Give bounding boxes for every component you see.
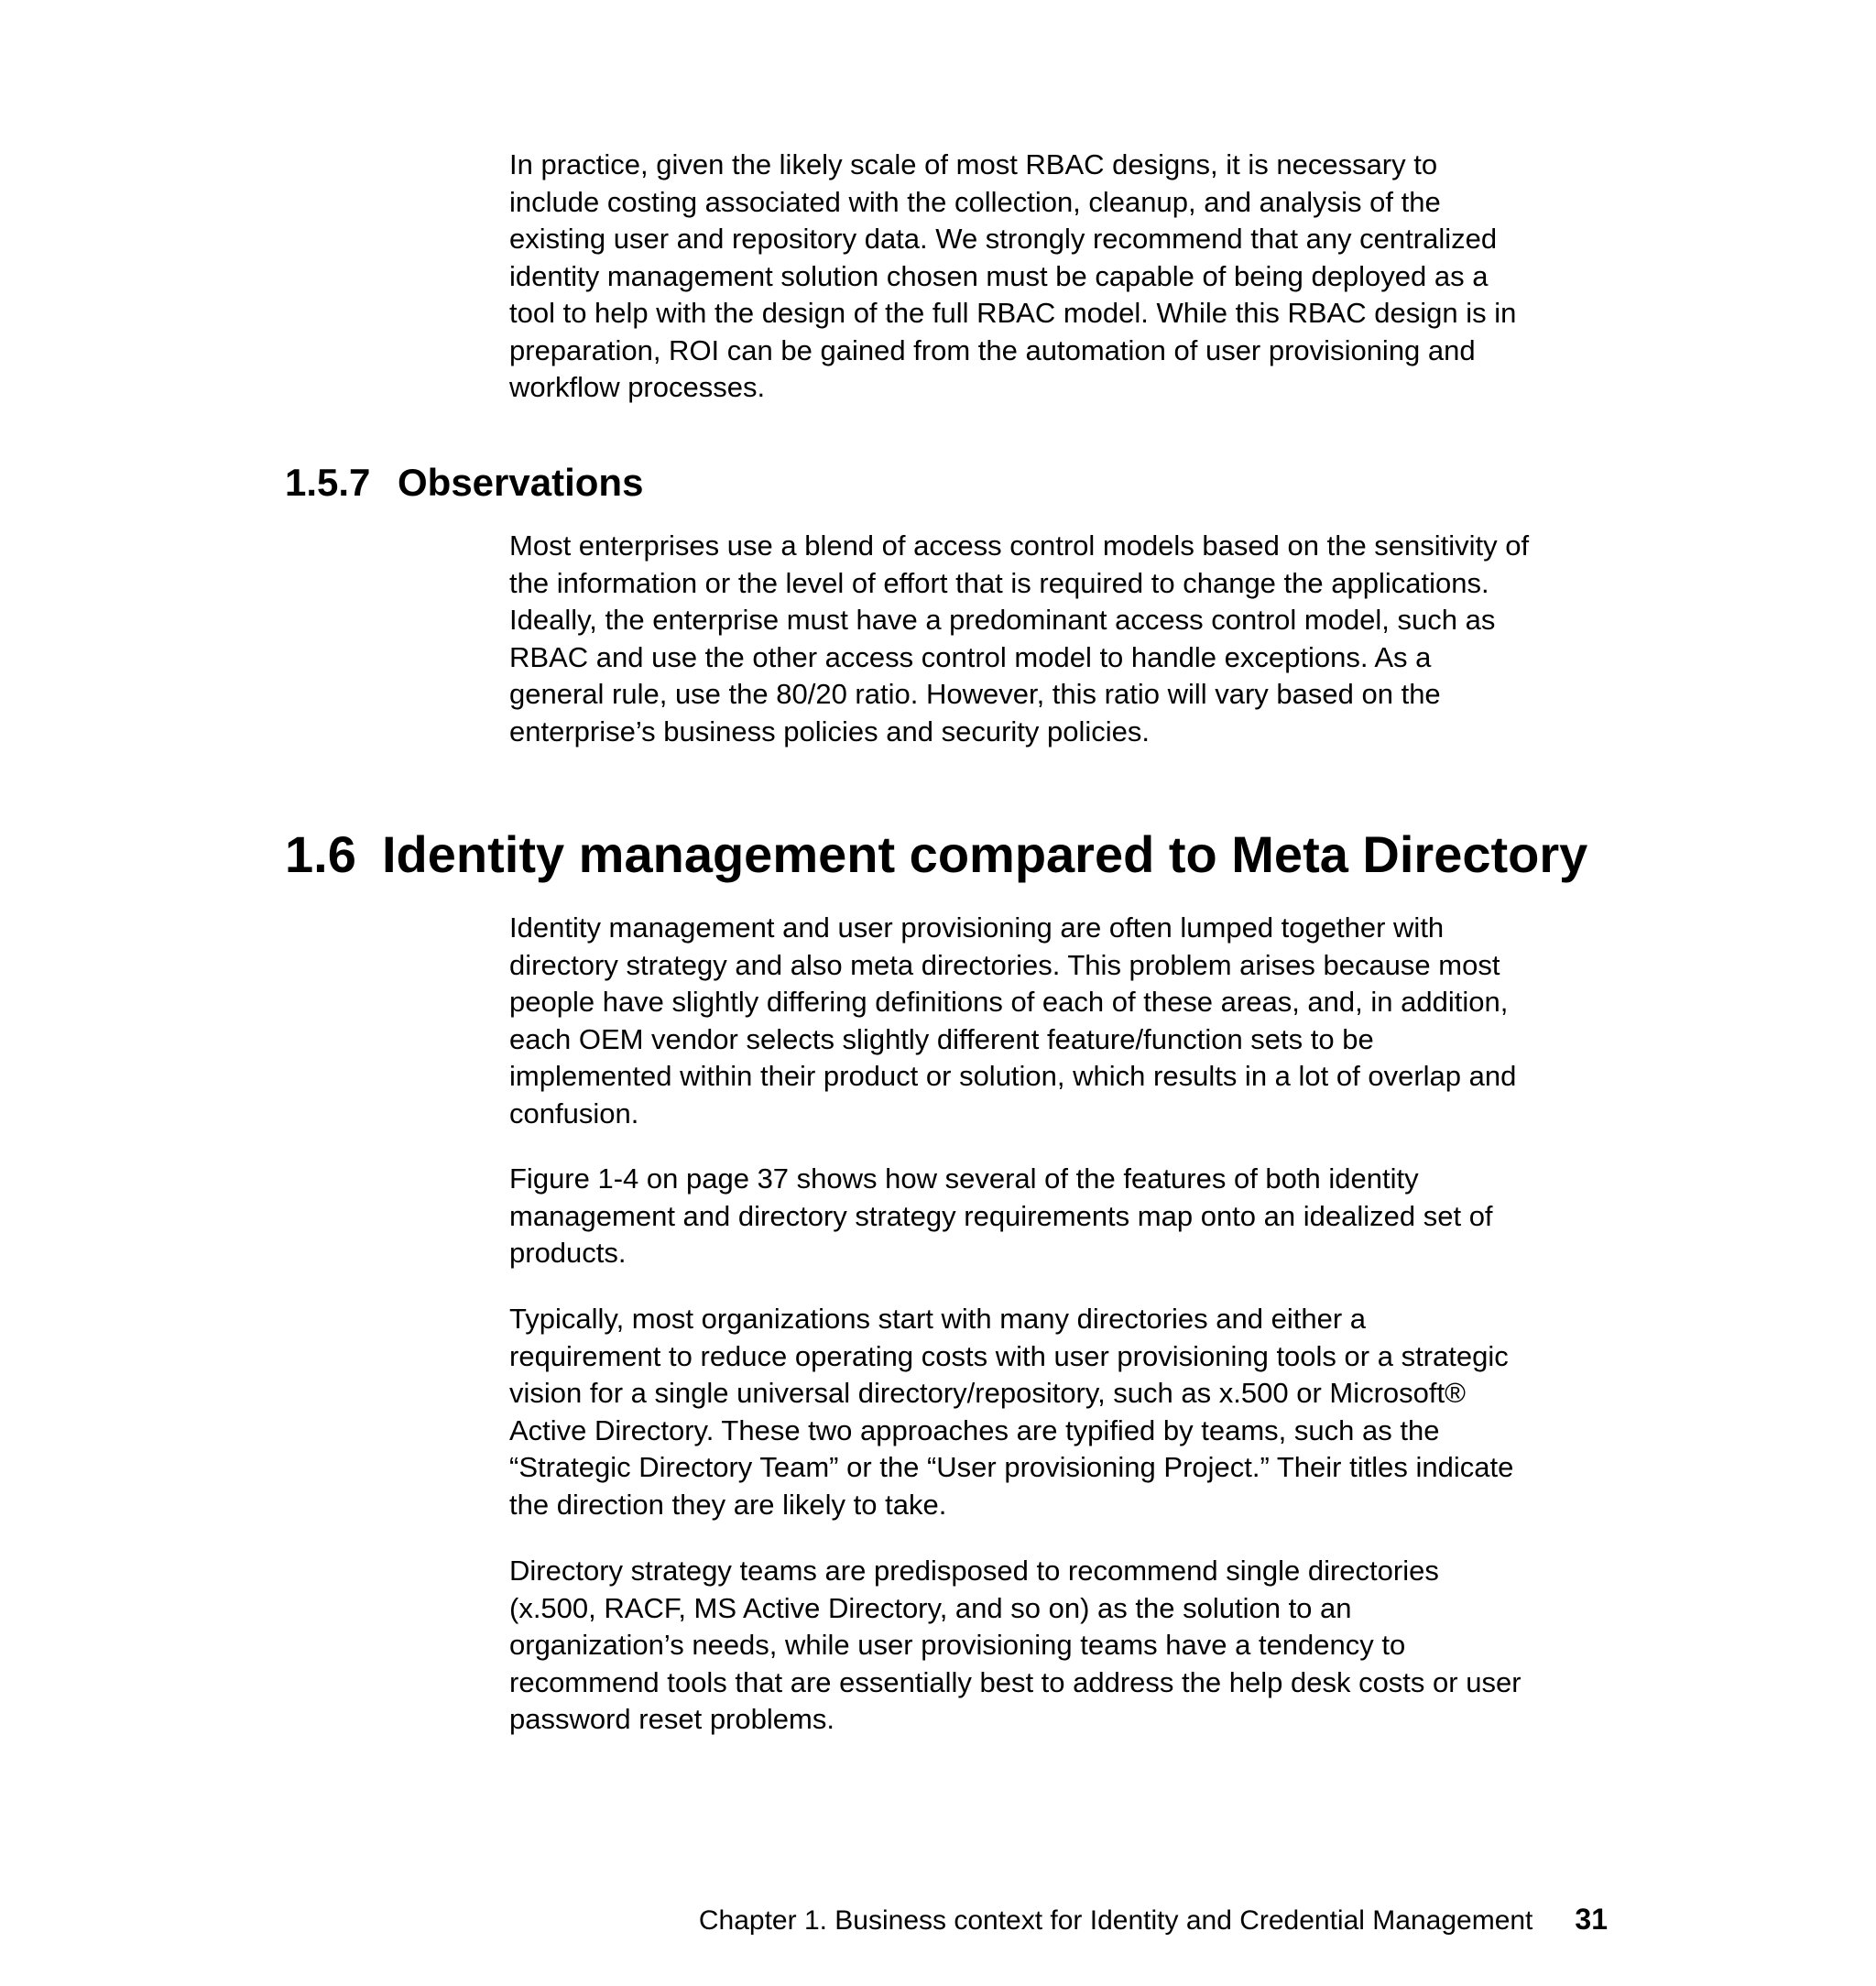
- body-paragraph: [509, 1161, 1609, 1272]
- page-footer: [699, 1901, 1608, 1939]
- text-line: recommend tools that are essentially best to address the help desk costs or user: [509, 1665, 1522, 1698]
- section-title: Identity management compared to Meta Directory: [382, 825, 1588, 883]
- text-line: existing user and repository data. We strongly recommend that any centralized: [509, 223, 1498, 255]
- section-title: Observations: [398, 461, 644, 504]
- text-line: workflow processes.: [509, 371, 766, 403]
- text-line: Ideally, the enterprise must have a predominant access control model, such as: [509, 604, 1496, 636]
- text-line: vision for a single universal directory/repository, such as x.500 or Microsoft®: [509, 1377, 1466, 1409]
- text-line: Most enterprises use a blend of access control models based on the sensitivity of: [509, 529, 1530, 562]
- body-paragraph: [509, 910, 1609, 1132]
- chapter-title: Chapter 1. Business context for Identity and Credential Management: [698, 1905, 1533, 1936]
- body-paragraph: [509, 1553, 1609, 1739]
- intro-paragraph: [509, 147, 1609, 407]
- text-line: products.: [509, 1237, 627, 1269]
- text-line: In practice, given the likely scale of most RBAC designs, it is necessary to: [509, 148, 1438, 180]
- text-line: general rule, use the 80/20 ratio. However, this ratio will vary based on the: [509, 678, 1441, 710]
- text-line: (x.500, RACF, MS Active Directory, and so on) as the solution to an: [509, 1591, 1352, 1624]
- page-number: 31: [1575, 1903, 1608, 1936]
- text-line: Figure 1-4 on page 37 shows how several of the features of both identity: [509, 1162, 1419, 1195]
- text-line: the information or the level of effort that is required to change the applications.: [509, 566, 1489, 599]
- observations-paragraph: [509, 528, 1609, 750]
- text-line: people have slightly differing definitions of each of these areas, and, in addition,: [509, 986, 1509, 1018]
- section-heading-identity-vs-meta: [285, 824, 1587, 885]
- section-number: 1.6: [285, 825, 356, 883]
- text-line: tool to help with the design of the full RBAC model. While this RBAC design is in: [509, 297, 1517, 329]
- text-line: include costing associated with the collection, cleanup, and analysis of the: [509, 185, 1441, 218]
- text-line: identity management solution chosen must be capable of being deployed as a: [509, 259, 1489, 292]
- text-line: management and directory strategy requirements map onto an idealized set of: [509, 1199, 1493, 1232]
- section-heading-observations: [285, 460, 643, 506]
- text-line: Directory strategy teams are predisposed to recommend single directories: [509, 1555, 1439, 1587]
- text-line: Active Directory. These two approaches are typified by teams, such as the: [509, 1413, 1440, 1446]
- text-line: requirement to reduce operating costs with user provisioning tools or a strategic: [509, 1339, 1509, 1372]
- text-line: RBAC and use the other access control model to handle exceptions. As a: [509, 640, 1432, 673]
- text-line: confusion.: [509, 1097, 639, 1129]
- text-line: implemented within their product or solution, which results in a lot of overlap and: [509, 1060, 1517, 1092]
- text-line: organization’s needs, while user provisioning teams have a tendency to: [509, 1629, 1406, 1661]
- text-line: each OEM vendor selects slightly different feature/function sets to be: [509, 1022, 1374, 1055]
- text-line: the direction they are likely to take.: [509, 1488, 947, 1521]
- text-line: password reset problems.: [509, 1703, 834, 1735]
- text-line: “Strategic Directory Team” or the “User provisioning Project.” Their titles indicate: [509, 1451, 1514, 1483]
- section-number: 1.5.7: [285, 461, 371, 504]
- text-line: preparation, ROI can be gained from the automation of user provisioning and: [509, 333, 1476, 366]
- body-paragraph: [509, 1301, 1609, 1523]
- text-line: directory strategy and also meta directories. This problem arises because most: [509, 948, 1500, 981]
- text-line: Identity management and user provisioning are often lumped together with: [509, 911, 1445, 944]
- text-line: enterprise’s business policies and security policies.: [509, 715, 1150, 747]
- text-line: Typically, most organizations start with many directories and either a: [509, 1303, 1366, 1335]
